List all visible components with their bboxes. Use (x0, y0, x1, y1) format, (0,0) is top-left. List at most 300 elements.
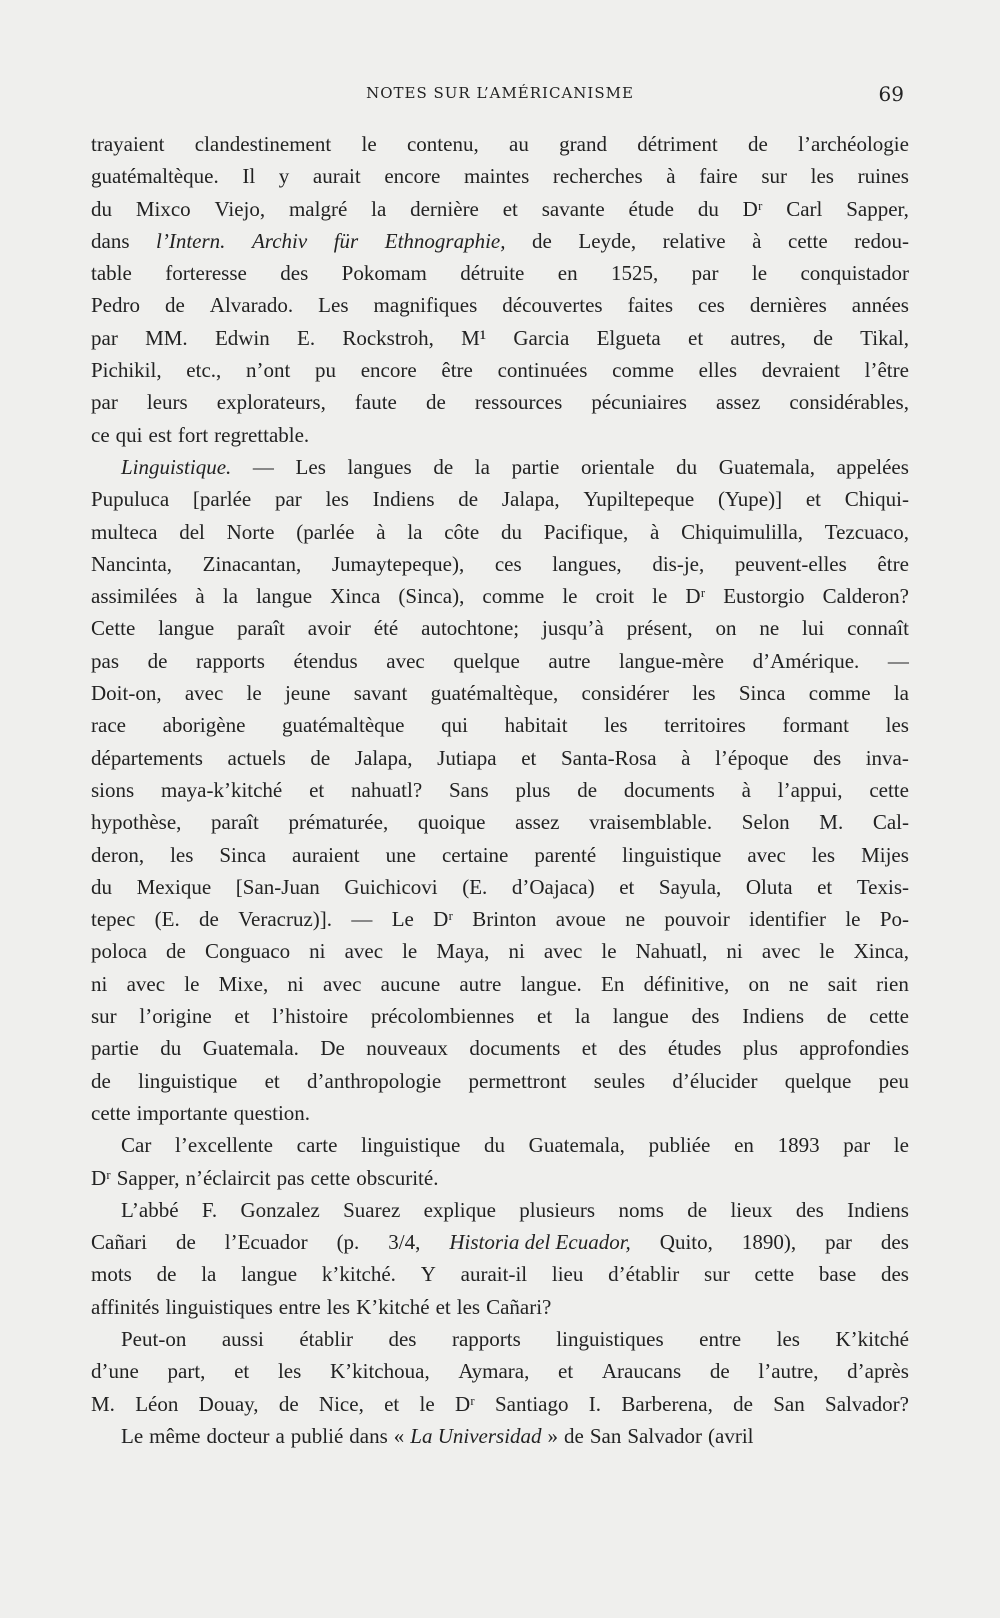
word: etc., (186, 358, 222, 383)
word: Il (242, 164, 256, 189)
word: Nahuatl, (635, 939, 708, 964)
word: découvertes (502, 293, 603, 318)
text-line (91, 548, 909, 580)
word: au (509, 132, 529, 156)
word: du (676, 454, 698, 479)
word: ce (91, 422, 110, 447)
word: M. (819, 810, 844, 835)
word: la (893, 681, 909, 706)
word: Salvador? (825, 1391, 909, 1416)
word: de (564, 1423, 584, 1448)
text-line (91, 354, 909, 386)
word: d’élucider (672, 1068, 758, 1093)
word: question. (233, 1100, 311, 1125)
word: du (483, 1133, 505, 1158)
word: de (532, 228, 552, 253)
word: Tikal, (860, 325, 909, 350)
word: leurs (146, 390, 188, 415)
word: de (175, 1230, 196, 1255)
word: avoir (307, 616, 351, 641)
word: d’après (847, 1359, 909, 1384)
word: la (371, 196, 387, 221)
word: avec (747, 842, 786, 867)
word: avec (184, 681, 224, 706)
word: l’époque (715, 745, 789, 770)
word: à (376, 519, 386, 544)
word: I. (588, 1391, 602, 1416)
word: les (325, 487, 349, 512)
word: par (843, 1133, 871, 1158)
text-line (91, 1291, 909, 1323)
text-line (91, 1065, 909, 1097)
word: autre (548, 648, 591, 673)
text-line (91, 709, 909, 741)
text-line (91, 903, 909, 935)
word: relative (662, 228, 726, 253)
word: Mijes (861, 842, 909, 867)
word: Historia del Ecuador, (449, 1230, 631, 1255)
word: Elgueta (596, 325, 661, 350)
word: aborigène (162, 713, 246, 738)
word: peuvent-elles (734, 551, 847, 576)
word: Eustorgio (723, 584, 805, 609)
word: langue (256, 584, 313, 609)
word: d’établir (608, 1262, 680, 1287)
word: Sinca (219, 842, 267, 867)
word: comme (482, 584, 545, 609)
text-line (91, 386, 909, 418)
word: trayaient (91, 132, 165, 156)
word: Guichicovi (344, 874, 438, 899)
word: une (385, 842, 416, 867)
word: sur (761, 164, 787, 189)
word: n’éclaircit (185, 1165, 271, 1190)
word: cette (310, 1165, 351, 1190)
word: Carl (786, 196, 823, 221)
word: de (147, 648, 168, 673)
word: Rockstroh, (342, 325, 434, 350)
word: de (164, 293, 185, 318)
word: aurait-il (460, 1262, 528, 1287)
word: sait (827, 971, 857, 996)
word: l’être (864, 358, 909, 383)
running-head (0, 82, 1000, 106)
text-line (91, 742, 909, 774)
word: Le (391, 907, 414, 932)
word: Chiqui- (844, 487, 909, 512)
word: ruines (857, 164, 909, 189)
word: 3/4, (388, 1230, 421, 1255)
word: poloca (91, 939, 147, 964)
word: croit (595, 584, 635, 609)
word: étude (628, 196, 674, 221)
word: M. (91, 1391, 115, 1416)
word: plus (515, 777, 551, 802)
word: docteur (206, 1423, 270, 1448)
text-line (91, 839, 909, 871)
word: (E. (462, 874, 488, 899)
text-line (91, 1032, 909, 1064)
word: contenu, (406, 132, 479, 156)
text-line (91, 935, 909, 967)
word: la (222, 584, 238, 609)
word: fort (177, 422, 209, 447)
word: Sinca (738, 681, 786, 706)
word: et (234, 1359, 250, 1384)
word: Sayula, (658, 874, 722, 899)
word: les (170, 842, 194, 867)
word: du (500, 519, 522, 544)
word: identifier (749, 907, 826, 932)
word: l’archéologie (798, 132, 909, 156)
word: Santiago (495, 1391, 569, 1416)
word: Quito, (659, 1230, 713, 1255)
word: Mixe, (218, 971, 269, 996)
word: Barberena, (621, 1391, 713, 1416)
word: langue (158, 616, 215, 641)
word: Pichikil, (91, 358, 162, 383)
word: cette (754, 1262, 795, 1287)
text-line (91, 1000, 909, 1032)
word: avec (344, 939, 384, 964)
word: recherches (552, 164, 643, 189)
word: plus (742, 1036, 778, 1061)
text-line (91, 1162, 909, 1194)
word: Sapper, (116, 1165, 180, 1190)
word: Selon (741, 810, 790, 835)
word: le (184, 971, 200, 996)
word: ces (698, 293, 725, 318)
word: avec (543, 939, 583, 964)
word: seules (593, 1068, 646, 1093)
word: de (577, 777, 598, 802)
text-line (91, 612, 909, 644)
text-line (91, 677, 909, 709)
word: de (733, 1391, 753, 1416)
text-line (91, 257, 909, 289)
word: détriment (637, 132, 718, 156)
word: être (441, 358, 473, 383)
word: inva- (865, 745, 909, 770)
word: et (521, 745, 537, 770)
word: d’Amérique. (752, 648, 860, 673)
word: linguistique (361, 1133, 461, 1158)
word: et (384, 1391, 400, 1416)
word: permettront (468, 1068, 567, 1093)
word: ni (508, 939, 525, 964)
word: précolombiennes (370, 1004, 515, 1029)
word: cette (869, 777, 909, 802)
word: et (688, 325, 704, 350)
word: jeune (284, 681, 331, 706)
word: Pacifique, (543, 519, 629, 544)
word: nouveaux (366, 1036, 448, 1061)
word: Suarez (343, 1197, 401, 1222)
word: et (581, 1036, 597, 1061)
word: à (752, 228, 762, 253)
word: y (278, 164, 290, 189)
word: rapports (196, 648, 265, 673)
word: plusieurs (519, 1197, 596, 1222)
word: prématurée, (288, 810, 389, 835)
word: études (667, 1036, 722, 1061)
word: documents (469, 1036, 561, 1061)
word: Aymara, (458, 1359, 530, 1384)
word: faute (354, 390, 397, 415)
word: et (558, 1359, 574, 1384)
word: Cal- (872, 810, 909, 835)
word: le (562, 584, 578, 609)
word: pas (276, 1165, 305, 1190)
word: par (91, 390, 118, 415)
word: Leyde, (578, 228, 637, 253)
word: Douay, (198, 1391, 259, 1416)
word: linguistiques (165, 1294, 273, 1319)
word: savant (353, 681, 408, 706)
word: du (91, 874, 112, 899)
word: Calderon? (822, 584, 909, 609)
word: für (333, 228, 359, 253)
word: rapports (451, 1326, 521, 1351)
word: du (160, 1036, 182, 1061)
word: clandestinement (194, 132, 332, 156)
word: Ethnographie, (384, 228, 506, 253)
word: Jutiapa (437, 745, 497, 770)
text-line (91, 806, 909, 838)
word: le (419, 1391, 435, 1416)
word: — (252, 454, 274, 479)
word: à (650, 519, 660, 544)
word: les (456, 1294, 481, 1319)
word: « (393, 1423, 405, 1448)
word: Guatemala, (718, 454, 815, 479)
word: Cañari? (486, 1294, 552, 1319)
text-line (91, 774, 909, 806)
word: Les (295, 454, 326, 479)
word: Indiens (847, 1197, 909, 1222)
word: en (734, 1133, 754, 1158)
word: Dʳ (454, 1391, 475, 1416)
word: avec (322, 971, 362, 996)
word: guatémaltèque. (91, 164, 219, 189)
word: comme (808, 681, 871, 706)
word: les (277, 1359, 302, 1384)
word: elles (698, 358, 738, 383)
word: K’kitchoua, (329, 1359, 430, 1384)
word: dernière (410, 196, 479, 221)
word: de (709, 1359, 730, 1384)
word: Garcia (513, 325, 570, 350)
word: Guatemala, (528, 1133, 625, 1158)
text-line (91, 225, 909, 257)
word: Cette (91, 616, 136, 641)
word: le (402, 939, 418, 964)
word: Gonzalez (240, 1197, 320, 1222)
word: Po- (879, 907, 909, 932)
word: Pedro (91, 293, 140, 318)
word: et (309, 777, 325, 802)
word: et (817, 874, 833, 899)
word: sur (704, 1262, 730, 1287)
word: rien (876, 971, 909, 996)
text-line (91, 1258, 909, 1290)
word: De (320, 1036, 345, 1061)
word: approfondies (799, 1036, 909, 1061)
word: la (407, 519, 423, 544)
word: conquistador (800, 261, 909, 286)
word: le (652, 584, 668, 609)
word: encore (384, 164, 441, 189)
word: de (687, 1197, 708, 1222)
word: de (199, 907, 219, 932)
word: ni (287, 971, 304, 996)
word: faites (627, 293, 674, 318)
word: Oluta (745, 874, 793, 899)
word: lieu (551, 1262, 584, 1287)
page-number: 69 (878, 82, 904, 106)
word: Car (121, 1133, 152, 1158)
word: Peut-on (121, 1326, 187, 1351)
word: l’excellente (175, 1133, 273, 1158)
word: parenté (534, 842, 597, 867)
word: on (715, 616, 737, 641)
text-line (91, 871, 909, 903)
word: formant (782, 713, 849, 738)
word: assimilées (91, 584, 178, 609)
word: table (91, 261, 132, 286)
word: et (805, 487, 821, 512)
text-line (91, 1388, 909, 1420)
word: langue. (520, 971, 582, 996)
text-line (91, 128, 909, 160)
text-line (91, 419, 909, 451)
word: Archiv (251, 228, 308, 253)
word: aurait (312, 164, 361, 189)
word: paraît (211, 810, 259, 835)
word: Jalapa, (501, 487, 560, 512)
word: langue (241, 1262, 298, 1287)
word: Veracruz)]. (238, 907, 333, 932)
word: des (618, 1036, 647, 1061)
word: considérer (581, 681, 670, 706)
word: étendus (293, 648, 358, 673)
word: de (826, 1004, 847, 1029)
word: langue (612, 1004, 669, 1029)
word: de (433, 454, 454, 479)
word: Santa-Rosa (560, 745, 657, 770)
word: ne (625, 907, 646, 932)
word: K’kitché (356, 1294, 430, 1319)
word: Sapper, (846, 196, 909, 221)
word: été (373, 616, 399, 641)
word: les (811, 842, 836, 867)
word: partie (91, 1036, 139, 1061)
word: dans (349, 1423, 388, 1448)
word: connaît (847, 616, 909, 641)
word: être (877, 551, 909, 576)
word: avec (386, 648, 425, 673)
word: documents (623, 777, 715, 802)
word: redou- (854, 228, 909, 253)
word: ni (91, 971, 108, 996)
word: le (893, 1133, 909, 1158)
word: linguistique (622, 842, 722, 867)
word: publié (290, 1423, 344, 1448)
word: actuels (227, 745, 286, 770)
word: obscurité. (356, 1165, 439, 1190)
word: habitait (504, 713, 568, 738)
word: de (166, 939, 186, 964)
word: qui (441, 713, 468, 738)
word: linguistique (138, 1068, 238, 1093)
word: à (666, 164, 676, 189)
word: encore (360, 358, 417, 383)
word: la (474, 454, 490, 479)
word: appelées (836, 454, 909, 479)
word: autre (459, 971, 502, 996)
word: Dʳ (91, 1165, 111, 1190)
word: Indiens (742, 1004, 805, 1029)
word: de (278, 1391, 299, 1416)
text-line (91, 968, 909, 1000)
word: » (547, 1423, 559, 1448)
word: Araucans (601, 1359, 682, 1384)
word: sur (91, 1004, 117, 1029)
word: du (91, 196, 112, 221)
word: maya-k’kitché (160, 777, 283, 802)
word: guatémaltèque, (430, 681, 559, 706)
word: pu (315, 358, 337, 383)
word: la (574, 1004, 591, 1029)
word: de (458, 487, 479, 512)
word: et (264, 1068, 280, 1093)
word: tepec (91, 907, 136, 932)
text-line (91, 516, 909, 548)
word: (E. (154, 907, 180, 932)
word: on (748, 971, 770, 996)
word: Tezcuaco, (824, 519, 909, 544)
word: l’appui, (777, 777, 843, 802)
word: quelque (453, 648, 520, 673)
word: linguistiques (556, 1326, 664, 1351)
word: 1890), (741, 1230, 797, 1255)
word: (avril (708, 1423, 754, 1448)
word: avec (126, 971, 166, 996)
word: quoique (417, 810, 486, 835)
word: avoue (555, 907, 606, 932)
word: de (91, 1068, 111, 1093)
word: par (691, 261, 719, 286)
word: d’Oajaca) (511, 874, 595, 899)
word: et (234, 1004, 250, 1029)
word: en (557, 261, 578, 286)
word: des (813, 745, 842, 770)
word: Xinca (330, 584, 381, 609)
word: deron, (91, 842, 145, 867)
word: par (825, 1230, 852, 1255)
word: le (819, 939, 835, 964)
word: (Yupe)] (717, 487, 783, 512)
word: les (692, 681, 716, 706)
word: aussi (221, 1326, 264, 1351)
word: mots (91, 1262, 132, 1287)
word: est (148, 422, 172, 447)
word: auraient (292, 842, 360, 867)
word: des (280, 261, 309, 286)
word: à (195, 584, 205, 609)
text-line (91, 483, 909, 515)
word: présent, (626, 616, 693, 641)
